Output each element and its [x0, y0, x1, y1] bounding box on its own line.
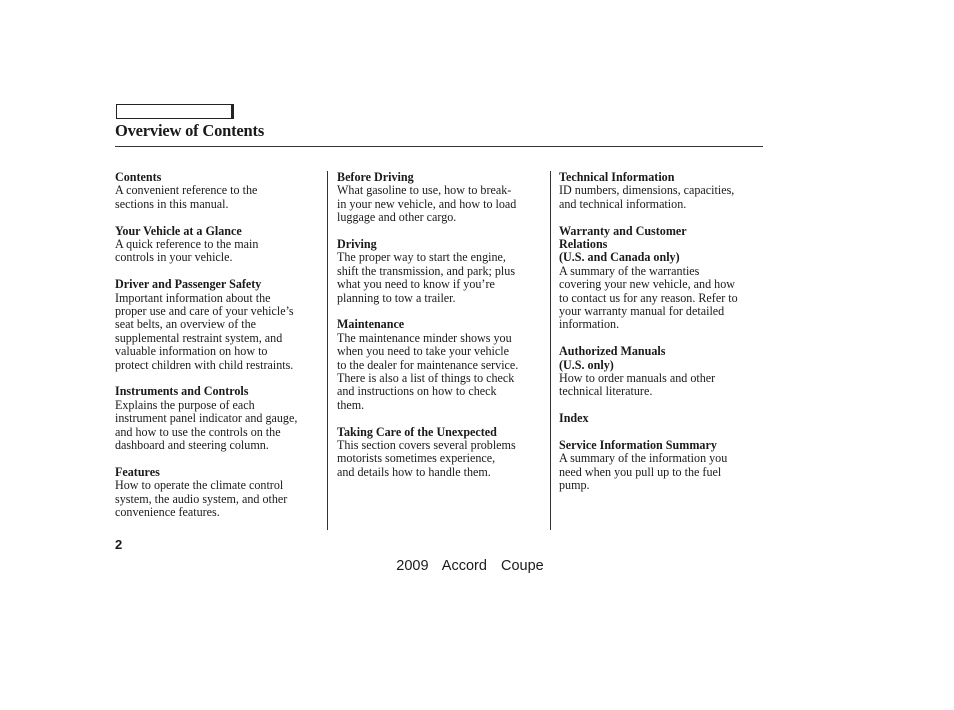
section-description-line: need when you pull up to the fuel	[559, 464, 722, 479]
section-description-line: motorists sometimes experience,	[337, 451, 496, 466]
contents-section	[115, 385, 327, 452]
section-heading: Your Vehicle at a Glance	[115, 223, 242, 238]
section-description-line: dashboard and steering column.	[115, 438, 269, 453]
section-description-line: protect children with child restraints.	[115, 357, 294, 372]
contents-section	[559, 171, 765, 211]
section-description-line: There is also a list of things to check	[337, 371, 515, 386]
contents-section	[115, 466, 327, 520]
section-description-line: covering your new vehicle, and how	[559, 277, 735, 292]
section-description-line: technical literature.	[559, 384, 653, 399]
section-description-line: This section covers several problems	[337, 438, 516, 453]
section-heading: Driving	[337, 237, 377, 252]
contents-column-3	[559, 171, 765, 506]
section-heading: Contents	[115, 170, 162, 184]
section-heading: Maintenance	[337, 317, 405, 332]
section-description-line: in your new vehicle, and how to load	[337, 196, 517, 211]
section-heading: Technical Information	[559, 170, 675, 184]
column-divider	[550, 171, 551, 530]
section-description-line: and technical information.	[559, 196, 687, 211]
contents-section	[337, 171, 549, 225]
contents-section	[559, 225, 765, 332]
contents-section	[559, 345, 765, 399]
section-description-line: when you need to take your vehicle	[337, 344, 509, 359]
contents-section	[115, 171, 327, 211]
section-description-line: The maintenance minder shows you	[337, 330, 512, 345]
contents-section	[337, 318, 549, 412]
section-description-line: A summary of the information you	[559, 451, 728, 466]
contents-section	[337, 426, 549, 480]
section-description-line: to contact us for any reason. Refer to	[559, 290, 738, 305]
section-heading: Taking Care of the Unexpected	[337, 424, 497, 439]
section-description-line: and how to use the controls on the	[115, 424, 281, 439]
section-description-line: controls in your vehicle.	[115, 250, 233, 265]
section-description-line: what you need to know if you’re	[337, 277, 495, 292]
section-heading: Warranty and Customer Relations (U.S. and Canada only)	[559, 223, 687, 265]
section-description-line: luggage and other cargo.	[337, 210, 457, 225]
section-description-line: Explains the purpose of each	[115, 397, 255, 412]
section-description-line: A summary of the warranties	[559, 263, 700, 278]
contents-section	[337, 238, 549, 305]
section-heading: Driver and Passenger Safety	[115, 277, 262, 292]
section-description-line: shift the transmission, and park; plus	[337, 263, 516, 278]
contents-section	[559, 412, 765, 425]
page-title: Overview of Contents	[115, 121, 265, 140]
section-description-line: system, the audio system, and other	[115, 491, 288, 506]
section-description-line: sections in this manual.	[115, 196, 229, 211]
contents-column-2	[337, 171, 549, 493]
section-description-line: ID numbers, dimensions, capacities,	[559, 183, 735, 198]
contents-section	[115, 278, 327, 372]
section-description-line: supplemental restraint system, and	[115, 330, 283, 345]
section-description-line: valuable information on how to	[115, 344, 268, 359]
section-heading: Index	[559, 411, 589, 426]
section-description-line: them.	[337, 397, 365, 412]
section-description-line: pump.	[559, 478, 590, 493]
section-description-line: information.	[559, 317, 620, 332]
section-description-line: proper use and care of your vehicle’s	[115, 304, 294, 319]
page-number: 2	[115, 537, 123, 552]
section-description-line: A quick reference to the main	[115, 237, 259, 252]
section-heading: Features	[115, 464, 160, 479]
column-divider	[327, 171, 328, 530]
section-heading: Authorized Manuals (U.S. only)	[559, 344, 666, 372]
section-description-line: your warranty manual for detailed	[559, 304, 725, 319]
section-description-line: A convenient reference to the	[115, 183, 258, 198]
section-description-line: What gasoline to use, how to break-	[337, 183, 512, 198]
section-description-line: seat belts, an overview of the	[115, 317, 257, 332]
section-heading: Instruments and Controls	[115, 384, 249, 399]
section-description-line: convenience features.	[115, 505, 220, 520]
section-description-line: and instructions on how to check	[337, 384, 497, 399]
section-heading: Before Driving	[337, 170, 414, 184]
contents-column-1	[115, 171, 327, 533]
section-description-line: The proper way to start the engine,	[337, 250, 506, 265]
section-nav-box	[116, 104, 234, 119]
section-description-line: How to order manuals and other	[559, 371, 716, 386]
section-description-line: How to operate the climate control	[115, 478, 284, 493]
contents-section	[559, 439, 765, 493]
section-description-line: to the dealer for maintenance service.	[337, 357, 519, 372]
contents-section	[115, 225, 327, 265]
section-heading: Service Information Summary	[559, 438, 717, 453]
section-description-line: planning to tow a trailer.	[337, 290, 456, 305]
section-description-line: instrument panel indicator and gauge,	[115, 411, 298, 426]
footer-model-name: 2009 Accord Coupe	[396, 558, 544, 574]
section-description-line: and details how to handle them.	[337, 464, 491, 479]
section-description-line: Important information about the	[115, 290, 271, 305]
title-rule	[115, 146, 763, 147]
